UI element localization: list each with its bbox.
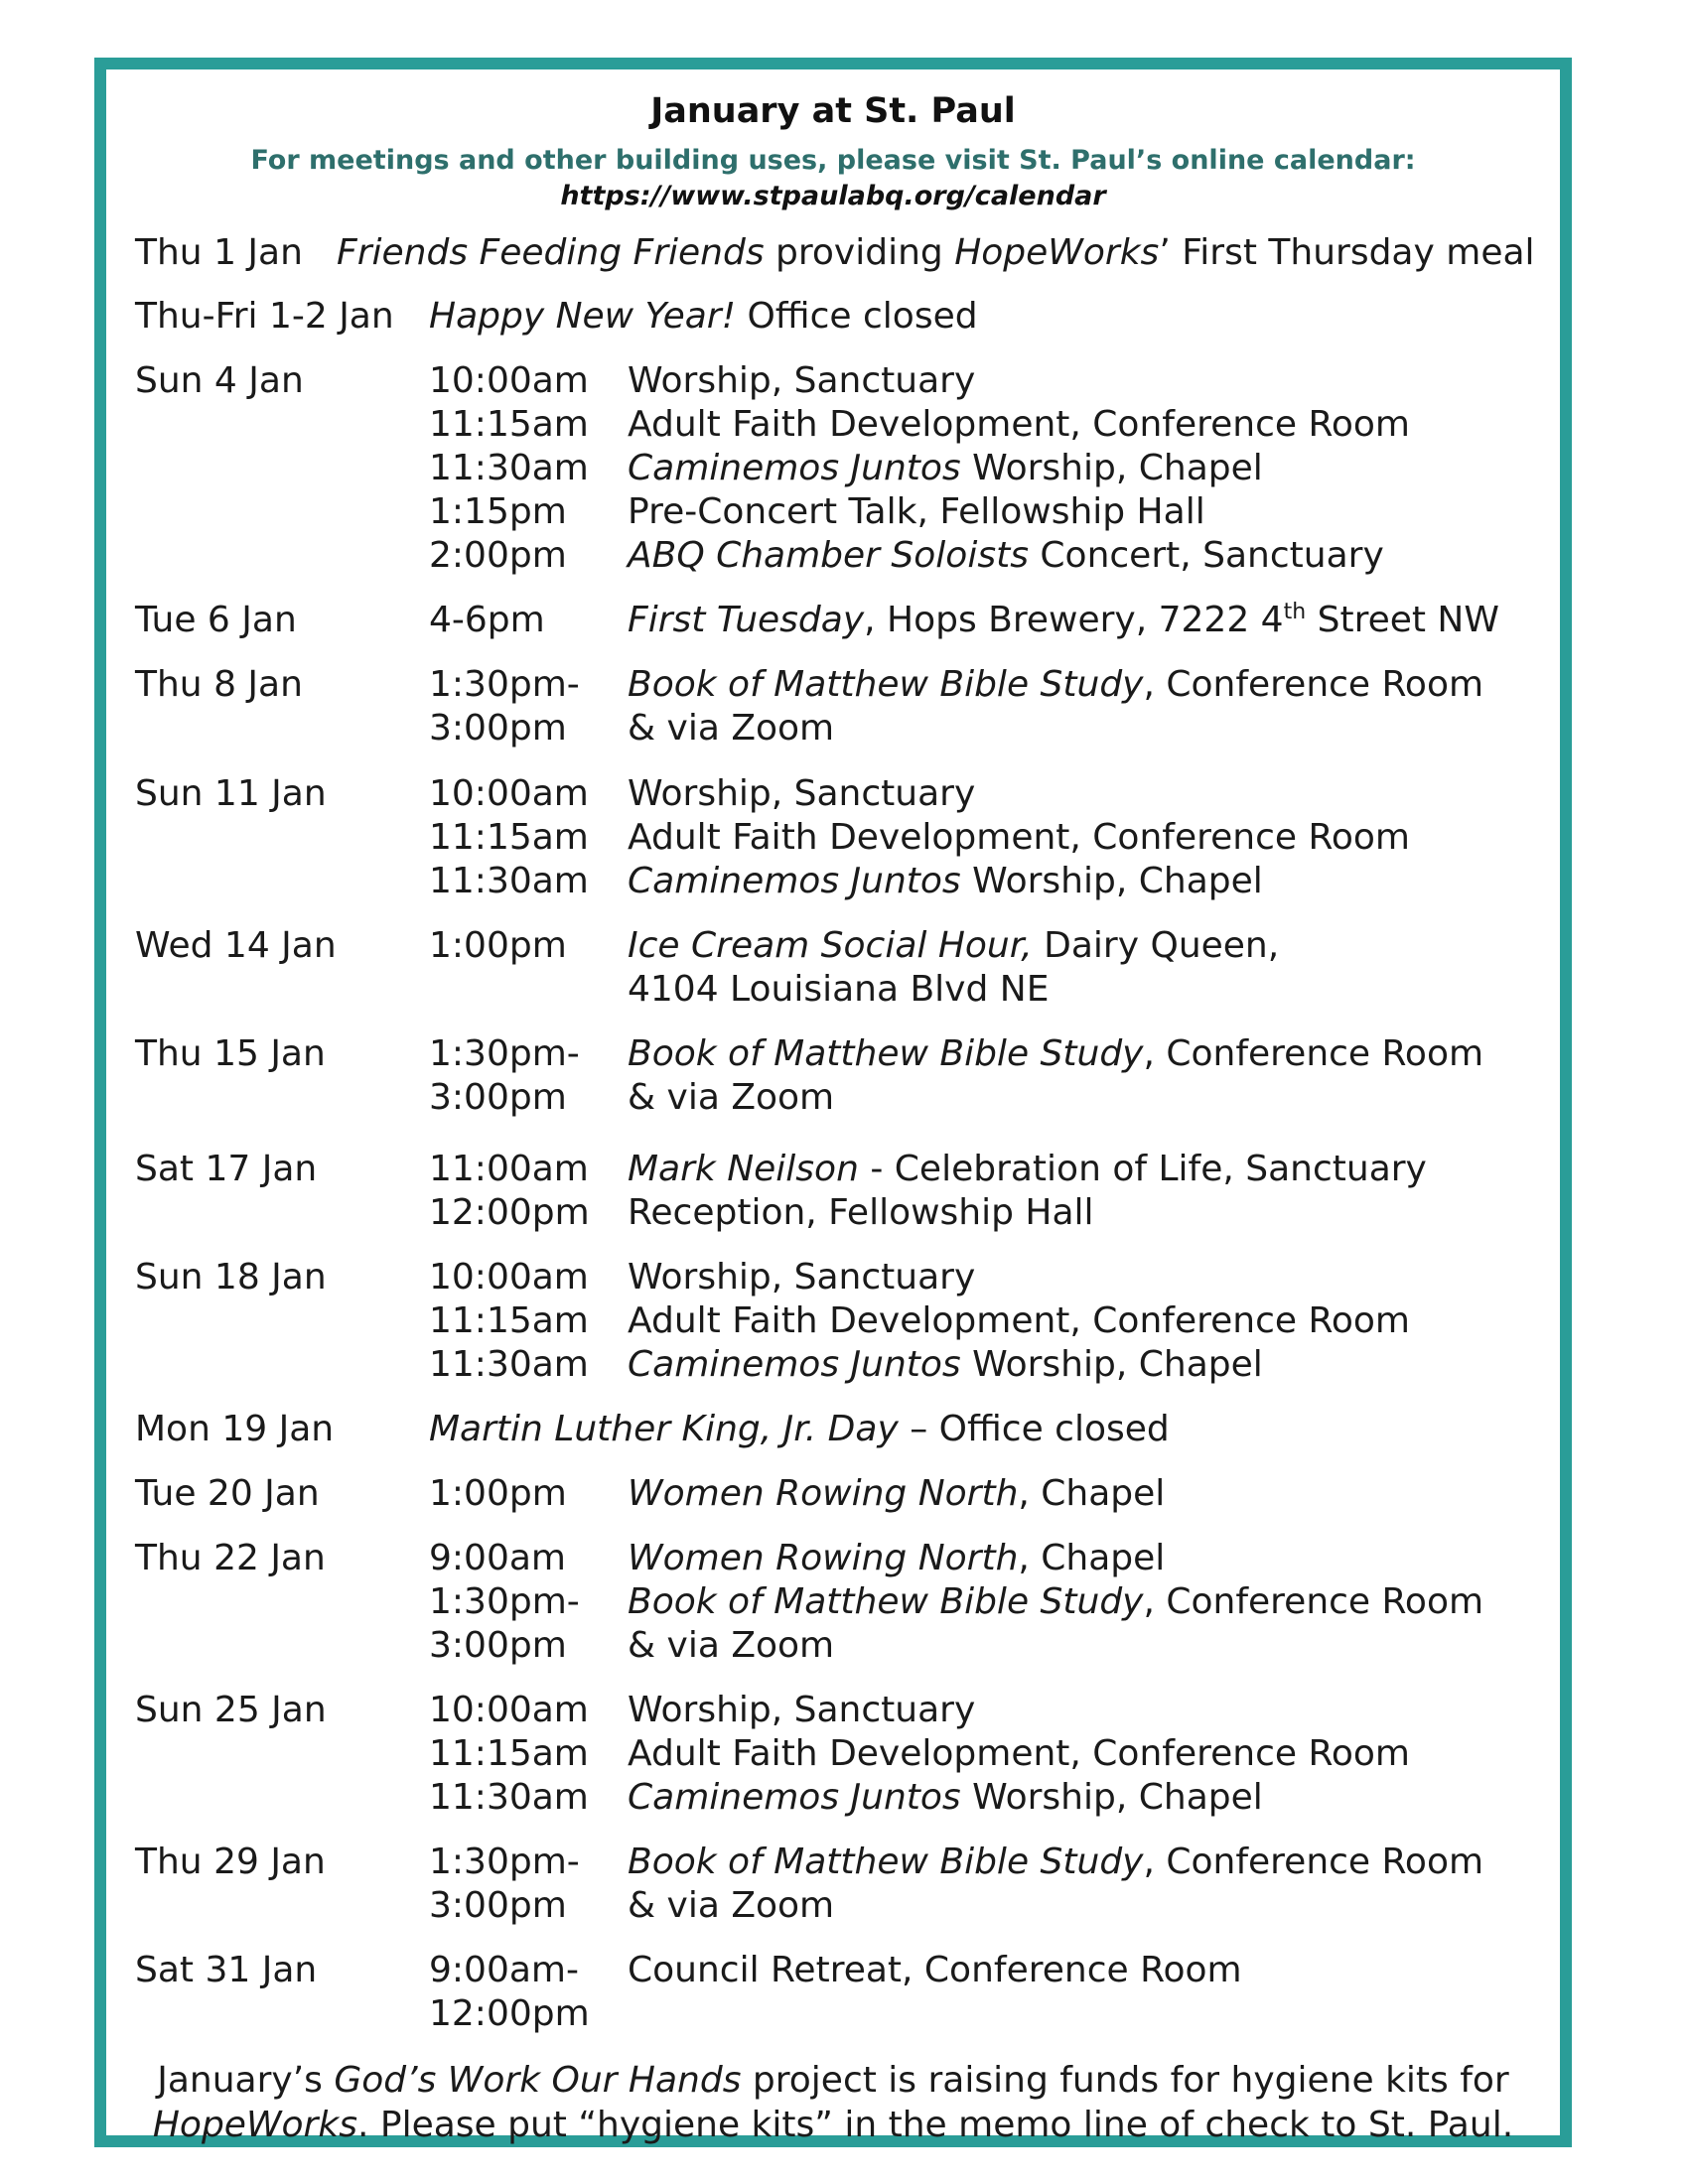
- event-time: 12:00pm: [429, 1993, 590, 2034]
- event-time: 11:30am: [429, 861, 589, 901]
- event-date: Sun 11 Jan: [135, 773, 327, 814]
- event-time: 11:30am: [429, 448, 589, 488]
- event-time: 11:15am: [429, 1733, 589, 1774]
- event-time: 1:30pm-: [429, 1581, 580, 1622]
- event-description: Book of Matthew Bible Study, Conference Room: [628, 1842, 1484, 1882]
- event-description: Caminemos Juntos Worship, Chapel: [628, 1777, 1263, 1818]
- event-time: 1:00pm: [429, 1473, 567, 1514]
- event-time: 10:00am: [429, 1257, 589, 1297]
- event-time: 2:00pm: [429, 535, 567, 576]
- event-description: Adult Faith Development, Conference Room: [628, 1300, 1410, 1341]
- event-description: Worship, Sanctuary: [628, 1690, 976, 1730]
- event-list: [106, 69, 1560, 2135]
- event-description: Adult Faith Development, Conference Room: [628, 1733, 1410, 1774]
- event-time: 11:15am: [429, 404, 589, 445]
- event-time: 3:00pm: [429, 1625, 567, 1666]
- event-description: Martin Luther King, Jr. Day – Office closed: [429, 1409, 1170, 1449]
- event-description: Friends Feeding Friends providing HopeWorks’ First Thursday meal: [337, 232, 1535, 273]
- calendar-link[interactable]: https://www.stpaulabq.org/calendar: [560, 181, 1106, 211]
- event-date: Sun 4 Jan: [135, 360, 304, 401]
- event-description: Caminemos Juntos Worship, Chapel: [628, 1344, 1263, 1385]
- calendar-instruction: For meetings and other building uses, please visit St. Paul’s online calendar:: [250, 145, 1416, 176]
- event-description: Women Rowing North, Chapel: [628, 1473, 1166, 1514]
- event-description: Book of Matthew Bible Study, Conference Room: [628, 1033, 1484, 1074]
- event-time: 11:00am: [429, 1149, 589, 1189]
- event-description: Women Rowing North, Chapel: [628, 1538, 1166, 1578]
- event-description: Happy New Year! Office closed: [429, 296, 978, 337]
- event-date: Thu 15 Jan: [135, 1033, 326, 1074]
- event-name: HopeWorks: [954, 232, 1160, 273]
- event-date: Sat 17 Jan: [135, 1149, 318, 1189]
- event-date: Tue 6 Jan: [135, 600, 297, 640]
- event-description: Mark Neilson - Celebration of Life, Sanctuary: [628, 1149, 1427, 1189]
- event-date: Tue 20 Jan: [135, 1473, 320, 1514]
- event-description: & via Zoom: [628, 1625, 835, 1666]
- event-time: 11:15am: [429, 817, 589, 858]
- event-description: & via Zoom: [628, 708, 835, 749]
- event-description: Worship, Sanctuary: [628, 360, 976, 401]
- event-description: Worship, Sanctuary: [628, 1257, 976, 1297]
- event-description: First Tuesday, Hops Brewery, 7222 4th Street NW: [628, 600, 1499, 640]
- event-time: 1:30pm-: [429, 1033, 580, 1074]
- event-date: Mon 19 Jan: [135, 1409, 335, 1449]
- footer-note: January’s God’s Work Our Hands project is raising funds for hygiene kits for HopeWorks. Please put “hygiene kits” in the memo line of check to St. Paul.: [152, 2060, 1514, 2145]
- event-description: Adult Faith Development, Conference Room: [628, 817, 1410, 858]
- event-date: Thu 8 Jan: [135, 664, 303, 705]
- event-time: 1:15pm: [429, 491, 567, 532]
- event-description: Reception, Fellowship Hall: [628, 1192, 1094, 1233]
- event-description: Ice Cream Social Hour, Dairy Queen,: [628, 925, 1280, 966]
- event-date: Wed 14 Jan: [135, 925, 337, 966]
- event-time: 9:00am-: [429, 1950, 579, 1990]
- event-time: 11:30am: [429, 1344, 589, 1385]
- event-date: Sun 18 Jan: [135, 1257, 327, 1297]
- event-description: ABQ Chamber Soloists Concert, Sanctuary: [628, 535, 1384, 576]
- event-time: 4-6pm: [429, 600, 545, 640]
- event-date: Thu 22 Jan: [135, 1538, 326, 1578]
- event-description: & via Zoom: [628, 1077, 835, 1118]
- event-date: Thu-Fri 1-2 Jan: [135, 296, 394, 337]
- event-time: 3:00pm: [429, 1885, 567, 1926]
- event-description: & via Zoom: [628, 1885, 835, 1926]
- event-time: 10:00am: [429, 773, 589, 814]
- event-time: 3:00pm: [429, 1077, 567, 1118]
- event-description: Book of Matthew Bible Study, Conference Room: [628, 664, 1484, 705]
- calendar-frame: [94, 58, 1572, 2147]
- event-date: Sat 31 Jan: [135, 1950, 318, 1990]
- event-time: 11:30am: [429, 1777, 589, 1818]
- event-time: 1:30pm-: [429, 1842, 580, 1882]
- event-date: Thu 1 Jan: [135, 232, 303, 273]
- event-time: 1:30pm-: [429, 664, 580, 705]
- event-description: 4104 Louisiana Blvd NE: [628, 969, 1050, 1010]
- event-description: Adult Faith Development, Conference Room: [628, 404, 1410, 445]
- page-title: January at St. Paul: [650, 91, 1016, 131]
- event-description: Pre-Concert Talk, Fellowship Hall: [628, 491, 1205, 532]
- event-date: Thu 29 Jan: [135, 1842, 326, 1882]
- event-time: 1:00pm: [429, 925, 567, 966]
- event-description: Council Retreat, Conference Room: [628, 1950, 1242, 1990]
- event-time: 9:00am: [429, 1538, 566, 1578]
- event-time: 10:00am: [429, 1690, 589, 1730]
- event-description: Caminemos Juntos Worship, Chapel: [628, 448, 1263, 488]
- event-time: 3:00pm: [429, 708, 567, 749]
- event-time: 10:00am: [429, 360, 589, 401]
- event-description: Worship, Sanctuary: [628, 773, 976, 814]
- event-time: 11:15am: [429, 1300, 589, 1341]
- event-date: Sun 25 Jan: [135, 1690, 327, 1730]
- event-time: 12:00pm: [429, 1192, 590, 1233]
- event-name: Friends Feeding Friends: [337, 232, 765, 273]
- event-description: Caminemos Juntos Worship, Chapel: [628, 861, 1263, 901]
- event-description: Book of Matthew Bible Study, Conference Room: [628, 1581, 1484, 1622]
